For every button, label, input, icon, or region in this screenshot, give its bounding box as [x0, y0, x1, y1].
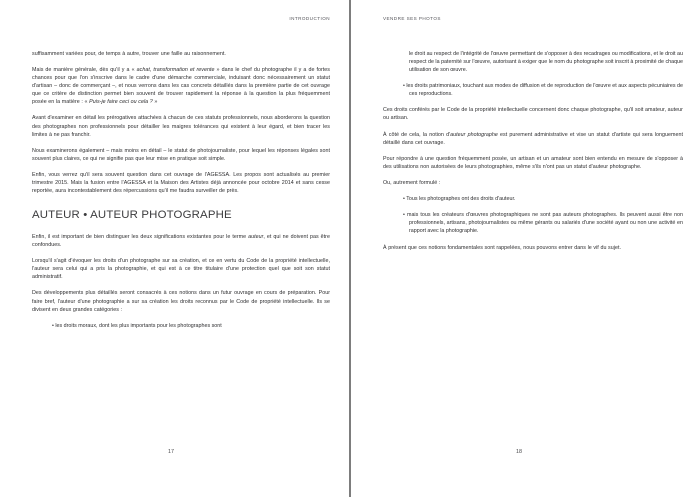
paragraph: Ou, autrement formulé : — [383, 179, 441, 186]
right-page — [350, 0, 700, 497]
paragraph: Enfin, il est important de bien distinguer les deux significations existantes pour le terme auteur, et qui ne doivent pas être confondues. — [32, 234, 330, 249]
paragraph: Des développements plus détaillés seront consacrés à ces notions dans un futur ouvrage en cours de préparation. Pour faire bref, l'auteur d'une photographie a sur sa création les droits reconnus par le Code de propriété intellectuelle. Ils se divisent en deux grandes catégories : — [32, 290, 330, 313]
paragraph: Mais de manière générale, dès qu'il y a « achat, transformation et revente » dans le chef du photographe il y a de fortes chances pour que l'on s'inscrive dans le cadre d'une démarche commerciale, induisant donc nécessairement un statut d'artisan – donc de commerçant –, et nous verrons dans les cas concrets détaillés dans la première partie de cet ouvrage que ce critère de distinction permet bien souvent de trouver rapidement la réponse à la question la plus fréquemment posée en la matière : « Puis-je faire ceci ou cela ? » — [32, 67, 331, 106]
list-item: • les droits moraux, dont les plus importants pour les photographes sont — [52, 322, 222, 329]
right-page-body — [383, 50, 683, 252]
paragraph: Enfin, vous verrez qu'il sera souvent question dans cet ouvrage de l'AGESSA. Les propos sont actualisés au premier trimestre 2015. Mais la fusion entre l'AGESSA et la Maison des Artistes déjà annoncée pour octobre 2014 et sans cesse reportée, aura incontestablement des répercussions qu'il me faudra surveiller de près. — [32, 171, 330, 194]
paragraph: Ces droits conférés par le Code de la propriété intellectuelle concernent donc chaque photographe, qu'il soit amateur, auteur ou artisan. — [383, 107, 683, 122]
list-item-continuation: le droit au respect de l'intégrité de l'œuvre permettant de s'opposer à des recadrages ou modifications, et le droit au respect de la paternité sur l'œuvre, autorisant à exiger que le nom du photographe soit inscrit à proximité de chaque utilisation de son œuvre. — [409, 51, 684, 74]
section-heading: AUTEUR • AUTEUR PHOTOGRAPHE — [32, 208, 232, 221]
list-item: • les droits patrimoniaux, touchant aux modes de diffusion et de reproduction de l'œuvre et aux aspects pécuniaires de ces reproductions. — [403, 83, 683, 98]
paragraph: Avant d'examiner en détail les prérogatives attachées à chacun de ces statuts professionnels, nous aborderons la question des photographes non professionnels pour détailler les maigres tolérances qui existent à leur égard, et bien tracer les limites à ne pas franchir. — [32, 115, 330, 138]
paragraph: suffisamment variées pour, de temps à autre, trouver une faille au raisonnement. — [32, 51, 226, 57]
running-head-right: VENDRE SES PHOTOS — [383, 16, 441, 21]
left-page-body — [32, 50, 330, 330]
running-head-left: INTRODUCTION — [289, 16, 330, 21]
list-item: • mais tous les créateurs d'œuvres photographiques ne sont pas auteurs photographes. Ils peuvent aussi être non professionnels, artisans, photojournalistes ou même gérants ou salariés d'une société ayant ou non une activité en rapport avec la photographie. — [403, 212, 683, 235]
paragraph: Pour répondre à une question fréquemment posée, un artisan et un amateur sont bien entendu en mesure de s'opposer à des utilisations non autorisées de leurs photographies, même s'ils n'ont pas un statut d'auteur photographe. — [383, 155, 683, 170]
list-item: • Tous les photographes ont des droits d'auteur. — [403, 196, 516, 203]
paragraph: Nous examinerons également – mais moins en détail – le statut de photojournaliste, pour lequel les réponses légales sont souvent plus claires, ce qui ne signifie pas que leur mise en pratique soit simple. — [32, 147, 330, 162]
paragraph: Lorsqu'il s'agit d'évoquer les droits d'un photographe sur sa création, et ce en vertu du Code de la propriété intellectuelle, l'auteur sera celui qui a pris la photographie, et qui est à ce titre titulaire d'une protection quel que soit son statut administratif. — [32, 258, 330, 281]
page-number-left: 17 — [168, 449, 174, 455]
page-number-right: 18 — [516, 449, 522, 455]
paragraph: À présent que ces notions fondamentales sont rappelées, nous pouvons entrer dans le vif du sujet. — [383, 244, 621, 251]
paragraph: À côté de cela, la notion d'auteur photographe est purement administrative et vise un statut d'artiste qui sera longuement détaillé dans cet ouvrage. — [383, 131, 683, 146]
